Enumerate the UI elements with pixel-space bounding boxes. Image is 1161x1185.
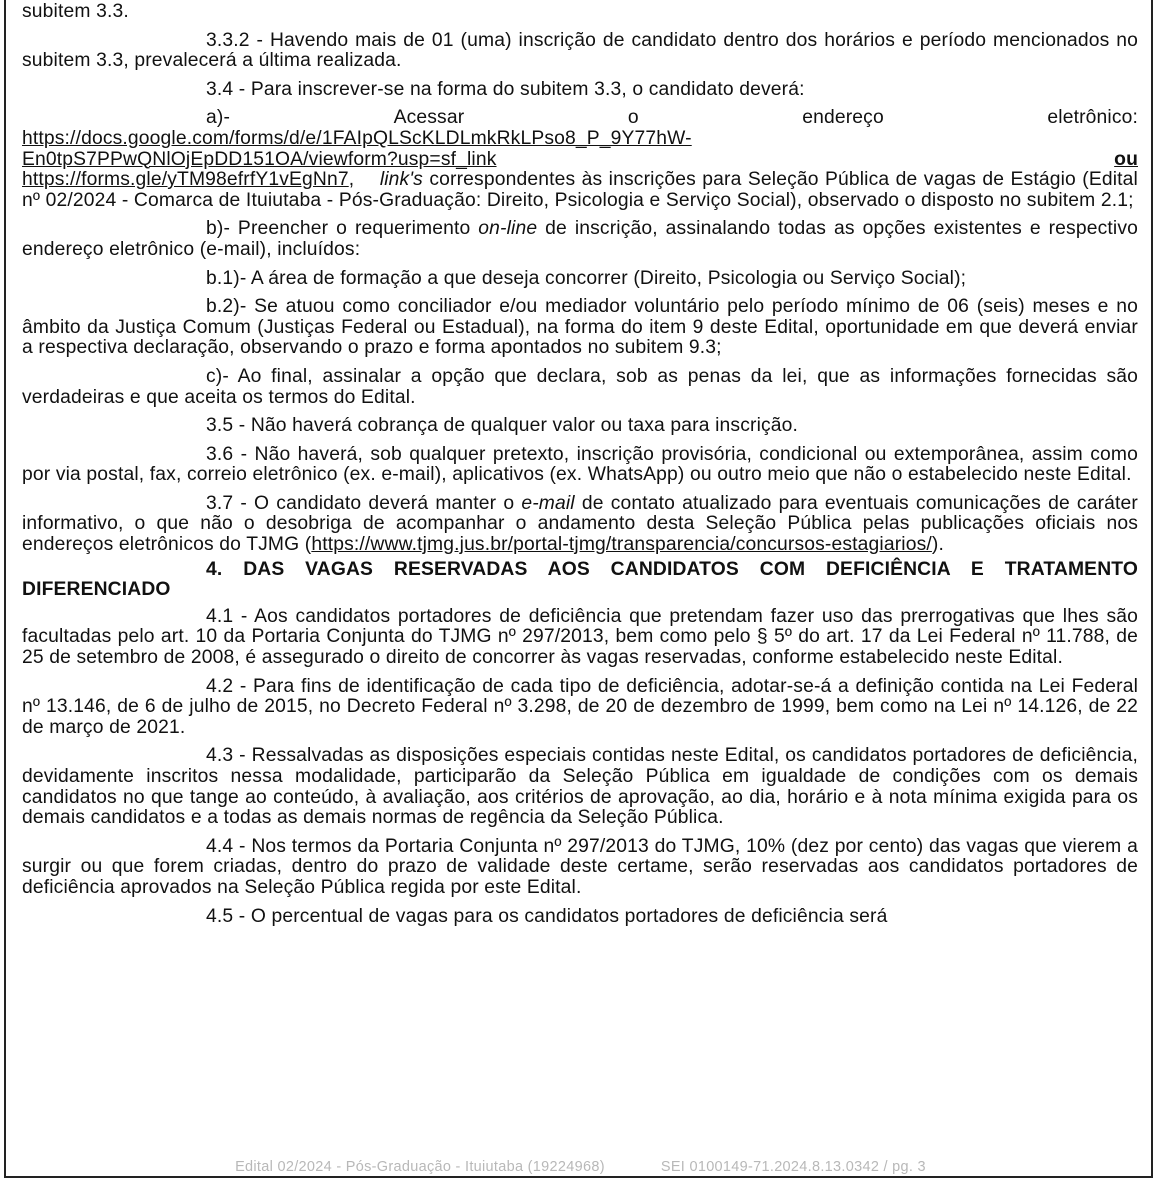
section-heading-4: 4. DAS VAGAS RESERVADAS AOS CANDIDATOS COM DEFICIÊNCIA E TRATAMENTO DIFERENCIADO	[22, 558, 1138, 601]
a-remainder: https://forms.gle/yTM98efrfY1vEgNn7, link's correspondentes às inscrições para Seleção Pública de vagas de Estágio (Edital nº 02/2024 - Comarca de Ituiutaba - Pós-Graduação: Direito, Psicologia e Serviço Social), observado o disposto no subitem 2.1;	[22, 169, 1138, 211]
a-word-5: eletrônico:	[1047, 107, 1138, 129]
paragraph-3-7: 3.7 - O candidato deverá manter o e-mail de contato atualizado para eventuais comunicações de caráter informativo, o que não o desobriga de acompanhar o andamento desta Seleção Pública pelas publicações oficiais nos endereços eletrônicos do TJMG (https://www.tjmg.jus.br/portal-tjmg/transparencia/concursos-estagiarios/).	[22, 492, 1138, 556]
tjmg-link[interactable]: https://www.tjmg.jus.br/portal-tjmg/transparencia/concursos-estagiarios/	[311, 534, 932, 556]
a-word-1: a)-	[206, 107, 231, 129]
paragraph-4-1: 4.1 - Aos candidatos portadores de deficiência que pretendam fazer uso das prerrogativas que lhes são facultadas pelo art. 10 da Portaria Conjunta do TJMG nº 297/2013, bem como pelo § 5º do art. 17 da Lei Federal nº 11.788, de 25 de setembro de 2008, é assegurado o direito de concorrer às vagas reservadas, conforme estabelecido neste Edital.	[22, 605, 1138, 669]
paragraph-b-1: b.1)- A área de formação a que deseja concorrer (Direito, Psicologia ou Serviço Social);	[206, 267, 967, 289]
paragraph-3-6: 3.6 - Não haverá, sob qualquer pretexto, inscrição provisória, condicional ou extemporânea, assim como por via postal, fax, correio eletrônico (ex. e-mail), aplicativos (ex. WhatsApp) ou outro meio que não o estabelecido neste Edital.	[22, 443, 1138, 486]
a-word-3: o	[627, 107, 639, 129]
links-word: link's	[379, 169, 423, 191]
short-forms-link[interactable]: https://forms.gle/yTM98efrfY1vEgNn7	[22, 169, 349, 191]
paragraph-4-3: 4.3 - Ressalvadas as disposições especiais contidas neste Edital, os candidatos portadores de deficiência, devidamente inscritos nessa modalidade, participarão da Seleção Pública em igualdade de condições com os demais candidatos no que tange ao conteúdo, à avaliação, aos critérios de aprovação, ao dia, horário e à nota mínima exigida para os demais candidatos e a todas as demais normas de regência da Seleção Pública.	[22, 745, 1138, 829]
document-body	[22, 2, 1138, 935]
paragraph-3-4: 3.4 - Para inscrever-se na forma do subitem 3.3, o candidato deverá:	[206, 78, 805, 100]
paragraph-3-4-b: b)- Preencher o requerimento on-line de inscrição, assinalando todas as opções existentes e respectivo endereço eletrônico (e-mail), incluídos:	[22, 218, 1138, 260]
google-forms-link-line-2	[22, 150, 1138, 171]
google-forms-link-line-1[interactable]: https://docs.google.com/forms/d/e/1FAIpQLScKLDLmkRkLPso8_P_9Y77hW-	[22, 127, 692, 149]
paragraph-3-5: 3.5 - Não haverá cobrança de qualquer valor ou taxa para inscrição.	[206, 415, 799, 437]
paragraph-b-2: b.2)- Se atuou como conciliador e/ou mediador voluntário pelo período mínimo de 06 (seis) meses e no âmbito da Justiça Comum (Justiças Federal ou Estadual), na forma do item 9 deste Edital, oportunidade em que deverá enviar a respectiva declaração, observando o prazo e forma apontados no subitem 9.3;	[22, 296, 1138, 359]
footer-left: Edital 02/2024 - Pós-Graduação - Ituiutaba (19224968)	[235, 1159, 605, 1175]
or-text: ou	[1114, 148, 1138, 170]
fragment-top: subitem 3.3.	[22, 1, 129, 22]
page-footer	[0, 1159, 1161, 1175]
a-first-line	[22, 108, 1138, 129]
footer-right: SEI 0100149-71.2024.8.13.0342 / pg. 3	[660, 1159, 926, 1175]
a-word-4: endereço	[802, 107, 884, 129]
paragraph-4-5: 4.5 - O percentual de vagas para os candidatos portadores de deficiência será	[206, 905, 888, 927]
paragraph-3-4-a	[22, 108, 1138, 211]
a-word-2: Acessar	[393, 107, 465, 129]
paragraph-3-3-2: 3.3.2 - Havendo mais de 01 (uma) inscrição de candidato dentro dos horários e período mencionados no subitem 3.3, prevalecerá a última realizada.	[22, 29, 1138, 72]
paragraph-c: c)- Ao final, assinalar a opção que declara, sob as penas da lei, que as informações fornecidas são verdadeiras e que aceita os termos do Edital.	[22, 365, 1138, 408]
paragraph-4-2: 4.2 - Para fins de identificação de cada tipo de deficiência, adotar-se-á a definição contida na Lei Federal nº 13.146, de 6 de julho de 2015, no Decreto Federal nº 3.298, de 20 de dezembro de 1999, bem como na Lei nº 14.126, de 22 de março de 2021.	[22, 675, 1138, 738]
google-forms-link[interactable]: En0tpS7PPwQNlOjEpDD151OA/viewform?usp=sf_link	[22, 148, 497, 170]
paragraph-4-4: 4.4 - Nos termos da Portaria Conjunta nº 297/2013 do TJMG, 10% (dez por cento) das vagas que vierem a surgir ou que forem criadas, dentro do prazo de validade deste certame, serão reservadas aos candidatos portadores de deficiência aprovados na Seleção Pública regida por este Edital.	[22, 835, 1138, 898]
